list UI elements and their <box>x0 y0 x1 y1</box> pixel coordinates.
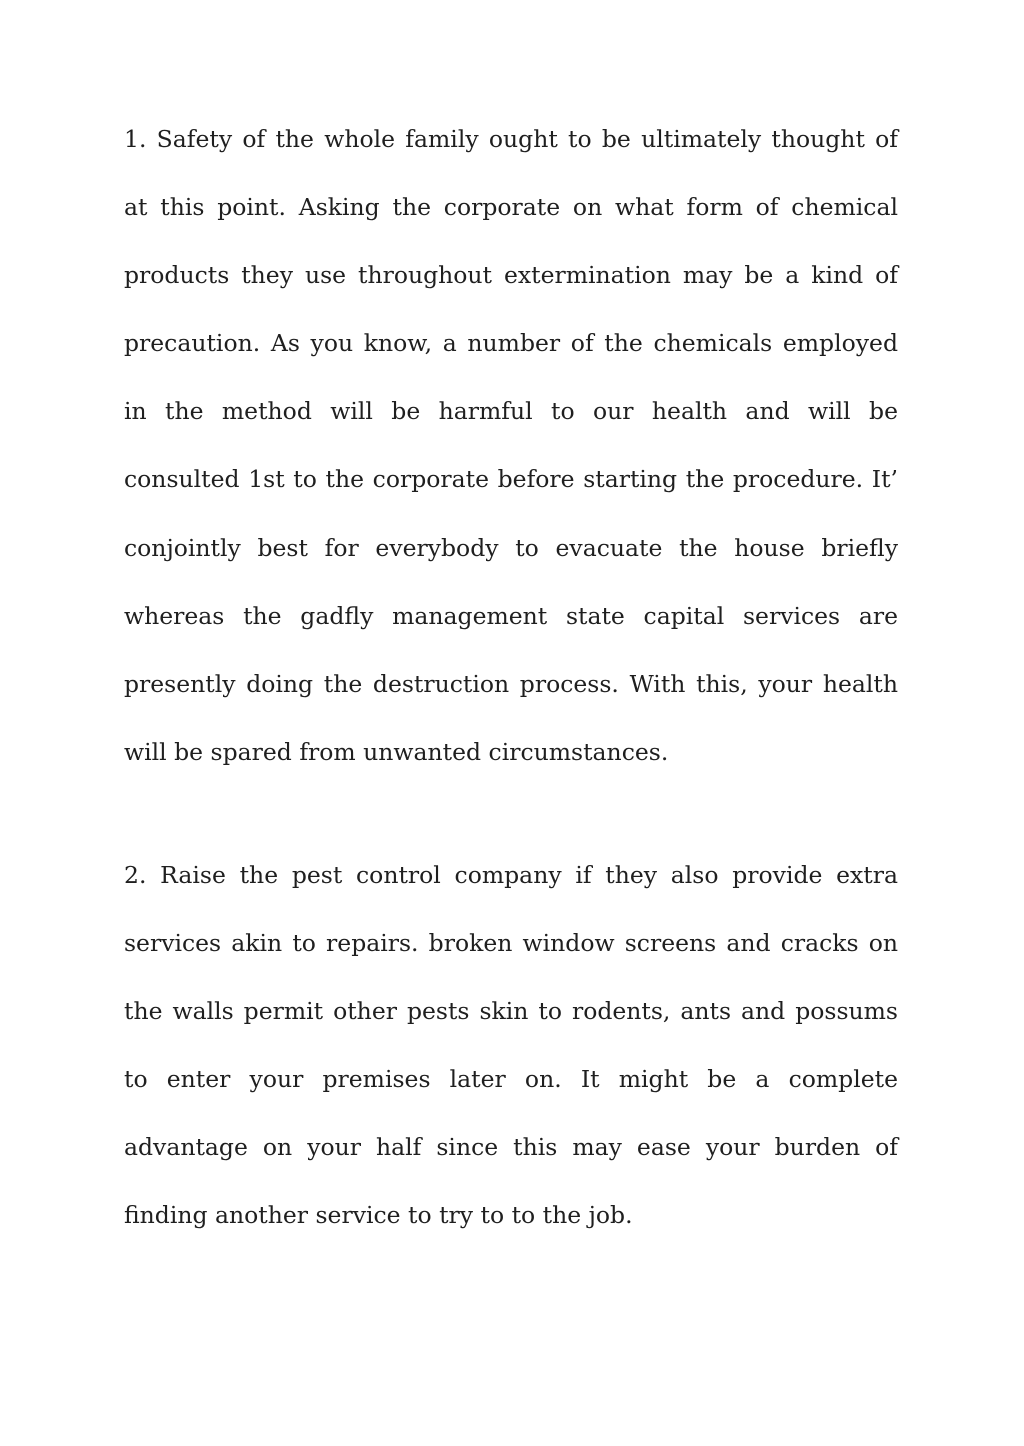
document-page <box>124 105 898 1250</box>
paragraph-safety: 1. Safety of the whole family ought to be ultimately thought of at this point. Asking the corporate on what form of chemical products they use throughout extermination may be a kind of precaution. As you know, a number of the chemicals employed in the method will be harmful to our health and will be consulted 1st to the corporate before starting the procedure. It’ conjointly best for everybody to evacuate the house briefly whereas the gadfly management state capital services are presently doing the destruction process. With this, your health will be spared from unwanted circumstances. <box>124 125 898 766</box>
paragraph-extra-services: 2. Raise the pest control company if they also provide extra services akin to repairs. broken window screens and cracks on the walls permit other pests skin to rodents, ants and possums to enter your premises later on. It might be a complete advantage on your half since this may ease your burden of finding another service to try to to the job. <box>124 860 898 1230</box>
